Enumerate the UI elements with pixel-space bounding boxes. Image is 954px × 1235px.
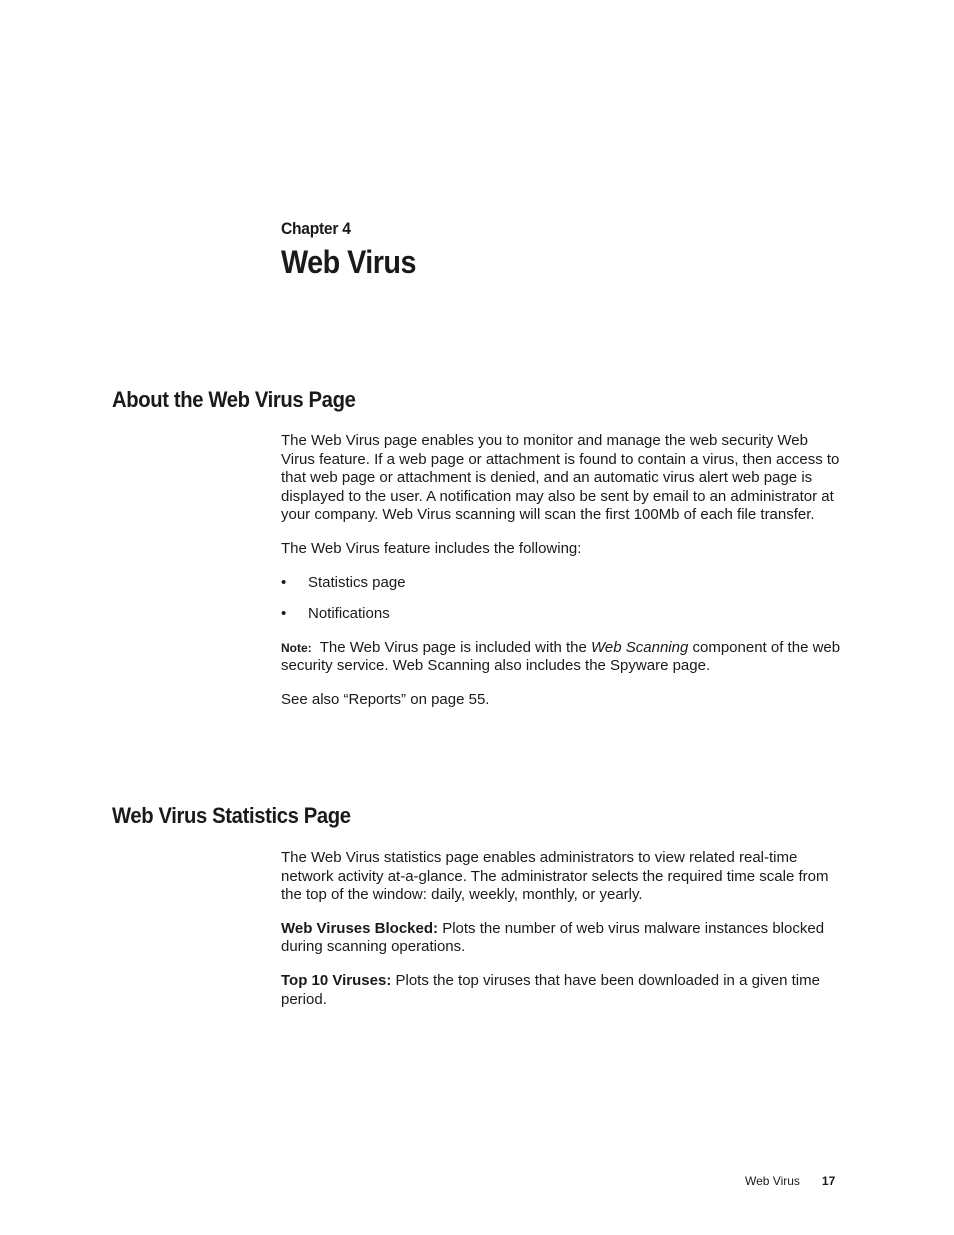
footer-section-name: Web Virus	[745, 1174, 800, 1188]
list-item	[281, 574, 846, 593]
section-heading-about: About the Web Virus Page	[112, 387, 356, 412]
note-paragraph	[281, 639, 846, 676]
section-heading-statistics: Web Virus Statistics Page	[112, 803, 351, 828]
web-viruses-blocked-paragraph	[281, 920, 846, 957]
statistics-intro-paragraph: The Web Virus statistics page enables administrators to view related real-time network activity at-a-glance. The administrator selects the required time scale from the top of the window: daily, weekly, monthly, or yearly.	[281, 849, 829, 904]
top-10-viruses-label: Top 10 Viruses:	[281, 971, 392, 989]
chapter-title: Web Virus	[281, 244, 416, 280]
note-emphasis: Web Scanning	[591, 638, 689, 656]
top-10-viruses-text: Plots the top viruses that have been downloaded in a given time period.	[281, 971, 820, 1008]
note-label: Note:	[281, 640, 312, 655]
page-number: 17	[821, 1174, 836, 1188]
list-item	[281, 605, 846, 624]
features-lead-paragraph: The Web Virus feature includes the following:	[281, 539, 582, 557]
list-item-text: Notifications	[308, 605, 390, 623]
list-item-text: Statistics page	[308, 573, 406, 591]
about-section-body	[281, 432, 846, 725]
web-viruses-blocked-text: Plots the number of web virus malware instances blocked during scanning operations.	[281, 919, 825, 956]
top-10-viruses-paragraph	[281, 972, 846, 1009]
page-footer	[745, 1174, 835, 1188]
chapter-label: Chapter 4	[281, 219, 351, 238]
note-text-after: component of the web security service. Web Scanning also includes the Spyware page.	[281, 638, 841, 675]
web-viruses-blocked-label: Web Viruses Blocked:	[281, 919, 439, 937]
bullet-icon: •	[281, 573, 287, 591]
features-list	[281, 574, 846, 624]
statistics-section-body	[281, 849, 846, 1024]
bullet-icon: •	[281, 605, 287, 623]
note-text-before: The Web Virus page is included with the	[319, 638, 587, 656]
see-also-reference: See also “Reports” on page 55.	[281, 690, 490, 708]
about-intro-paragraph: The Web Virus page enables you to monitor and manage the web security Web Virus feature. If a web page or attachment is found to contain a virus, then access to that web page or attachment is denied, and an automatic virus alert web page is displayed to the user. A notification may also be sent by email to an administrator at your company. Web Virus scanning will scan the first 100Mb of each file transfer.	[281, 432, 840, 524]
